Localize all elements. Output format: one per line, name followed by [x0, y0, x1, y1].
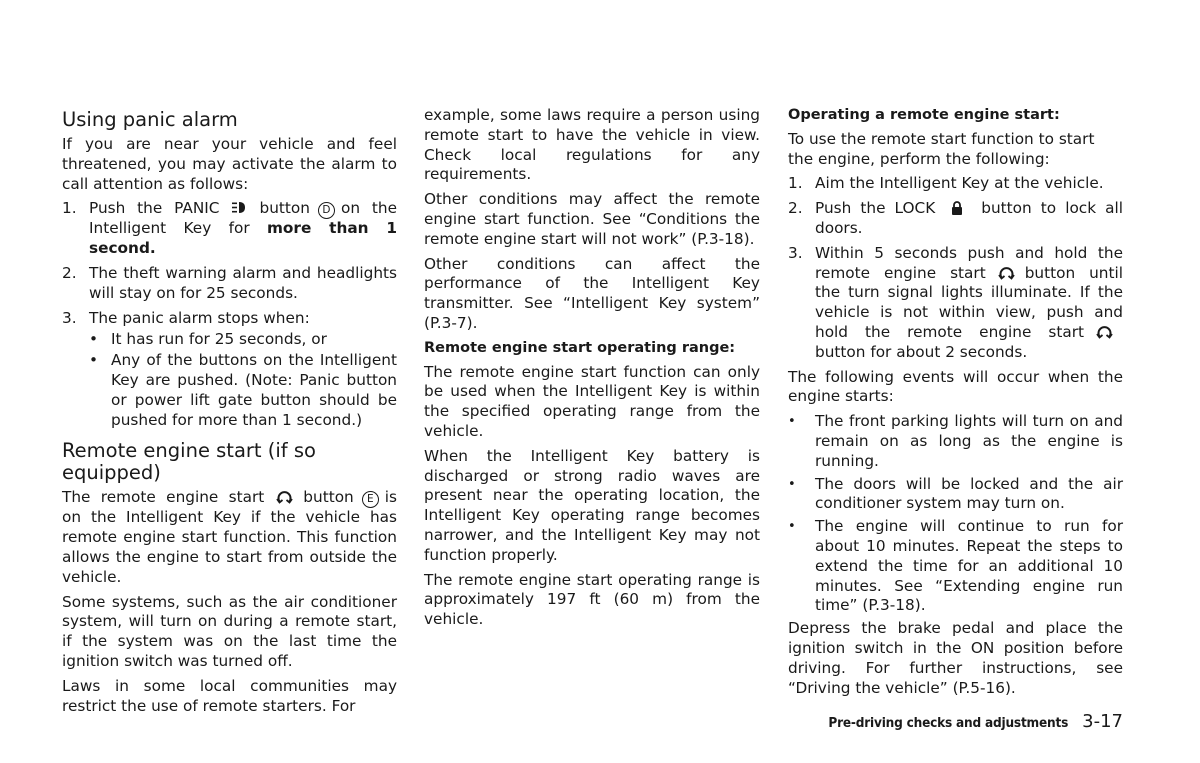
panic-steps	[62, 199, 397, 430]
step-text: Within 5 seconds push and hold the remote engine start	[815, 243, 1123, 282]
footer-section-title: Pre-driving checks and adjustments	[828, 715, 1069, 731]
bullet-icon: •	[788, 519, 796, 535]
emphasis: more than 1 second.	[89, 219, 397, 258]
subheading-operating-remote-start: Operating a remote engine start:	[788, 107, 1060, 123]
list-item	[788, 517, 1123, 616]
bullet-icon: •	[788, 476, 796, 492]
step-text: Aim the Intelligent Key at the vehicle.	[815, 174, 1104, 193]
bullet-text: The engine will continue to run for about 10 minutes. Repeat the steps to extend the time for an additional 10 minutes. See “Extending engine run time” (P.3-18).	[815, 517, 1123, 615]
bullet-icon: •	[89, 351, 99, 370]
paragraph: The remote engine start function can only be used when the Intelligent Key is within the specified operating range from the vehicle.	[424, 362, 760, 440]
step-number: 3.	[788, 243, 803, 262]
text: button	[303, 488, 354, 507]
paragraph: If you are near your vehicle and feel threatened, you may activate the alarm to call attention as follows:	[62, 135, 397, 193]
events-list	[788, 412, 1123, 616]
step-number: 1.	[62, 199, 77, 218]
remote-start-steps	[788, 174, 1123, 362]
step-number: 3.	[62, 308, 77, 327]
column-left	[62, 106, 397, 721]
column-right	[788, 106, 1123, 703]
paragraph: example, some laws require a person using remote start to have the vehicle in view. Check local regulations for any requirements.	[424, 106, 760, 184]
lock-icon	[951, 201, 963, 215]
remote-start-icon	[1096, 324, 1113, 339]
panic-icon	[232, 200, 250, 215]
step-text: Push the LOCK	[815, 199, 936, 218]
paragraph: When the Intelligent Key battery is discharged or strong radio waves are present near the operating location, the Intelligent Key operating range becomes narrower, and the Intelligent Key may not function properly.	[424, 446, 760, 564]
paragraph: The following events will occur when the engine starts:	[788, 367, 1123, 406]
bullet-icon: •	[89, 330, 99, 349]
step-text: button for about 2 seconds.	[815, 342, 1028, 361]
column-middle	[424, 106, 760, 635]
step-text: button until the turn signal lights illuminate. If the vehicle is not within view, push and hold the remote engine start	[815, 263, 1123, 341]
step-number: 2.	[788, 199, 803, 218]
list-item	[62, 309, 397, 431]
list-item	[62, 264, 397, 304]
bullet-text: The front parking lights will turn on and remain on as long as the engine is running.	[815, 412, 1123, 470]
step-text: The panic alarm stops when:	[89, 308, 310, 327]
bullet-text: The doors will be locked and the air conditioner system may turn on.	[815, 474, 1123, 513]
paragraph: Other conditions may affect the remote engine start function. See “Conditions the remote engine start will not work” (P.3-18).	[424, 190, 760, 248]
subheading-operating-range: Remote engine start operating range:	[424, 339, 736, 356]
paragraph: To use the remote start function to start the engine, perform the following:	[788, 129, 1095, 168]
list-item	[788, 475, 1123, 515]
list-item	[89, 351, 397, 430]
paragraph: Other conditions can affect the performance of the Intelligent Key transmitter. See “Intelligent Key system” (P.3-7).	[424, 254, 760, 332]
list-item	[62, 199, 397, 259]
bullet-text: Any of the buttons on the Intelligent Key are pushed. (Note: Panic button or power lift gate button should be pushed for more than 1 second.)	[111, 351, 397, 429]
key-e-icon: E	[362, 491, 379, 508]
paragraph: Laws in some local communities may restrict the use of remote starters. For	[62, 676, 397, 715]
step-text: Push the PANIC	[89, 199, 220, 218]
list-item	[788, 174, 1123, 194]
list-item	[788, 412, 1123, 471]
step-number: 1.	[788, 174, 803, 193]
list-item	[788, 199, 1123, 239]
paragraph	[62, 488, 397, 587]
remote-start-icon	[998, 265, 1015, 280]
paragraph: Some systems, such as the air conditioner system, will turn on during a remote start, if the system was on the last time the ignition switch was turned off.	[62, 592, 397, 670]
list-item	[89, 330, 397, 350]
text: The remote engine start	[62, 488, 265, 507]
remote-start-icon	[276, 489, 293, 504]
step-text: The theft warning alarm and headlights will stay on for 25 seconds.	[89, 263, 397, 302]
key-d-icon: D	[318, 202, 335, 219]
step-text: on the Intelligent Key for	[89, 199, 397, 238]
step-text: button	[259, 199, 310, 218]
paragraph: The remote engine start operating range is approximately 197 ft (60 m) from the vehicle.	[424, 570, 760, 629]
bullet-icon: •	[788, 414, 796, 430]
sub-list	[89, 330, 397, 430]
heading-panic-alarm: Using panic alarm	[62, 108, 238, 131]
bullet-text: It has run for 25 seconds, or	[111, 330, 327, 349]
paragraph: Depress the brake pedal and place the ignition switch in the ON position before driving. For further instructions, see “Driving the vehicle” (P.5-16).	[788, 619, 1123, 697]
text: is on the Intelligent Key if the vehicle has remote engine start function. This function allows the engine to start from outside the vehicle.	[62, 488, 397, 586]
page-footer	[828, 711, 1123, 732]
step-number: 2.	[62, 263, 77, 282]
list-item	[788, 244, 1123, 363]
page-number: 3-17	[1082, 711, 1123, 732]
heading-remote-engine-start: Remote engine start (if so equipped)	[62, 439, 316, 485]
step-text: button to lock all doors.	[815, 199, 1123, 237]
